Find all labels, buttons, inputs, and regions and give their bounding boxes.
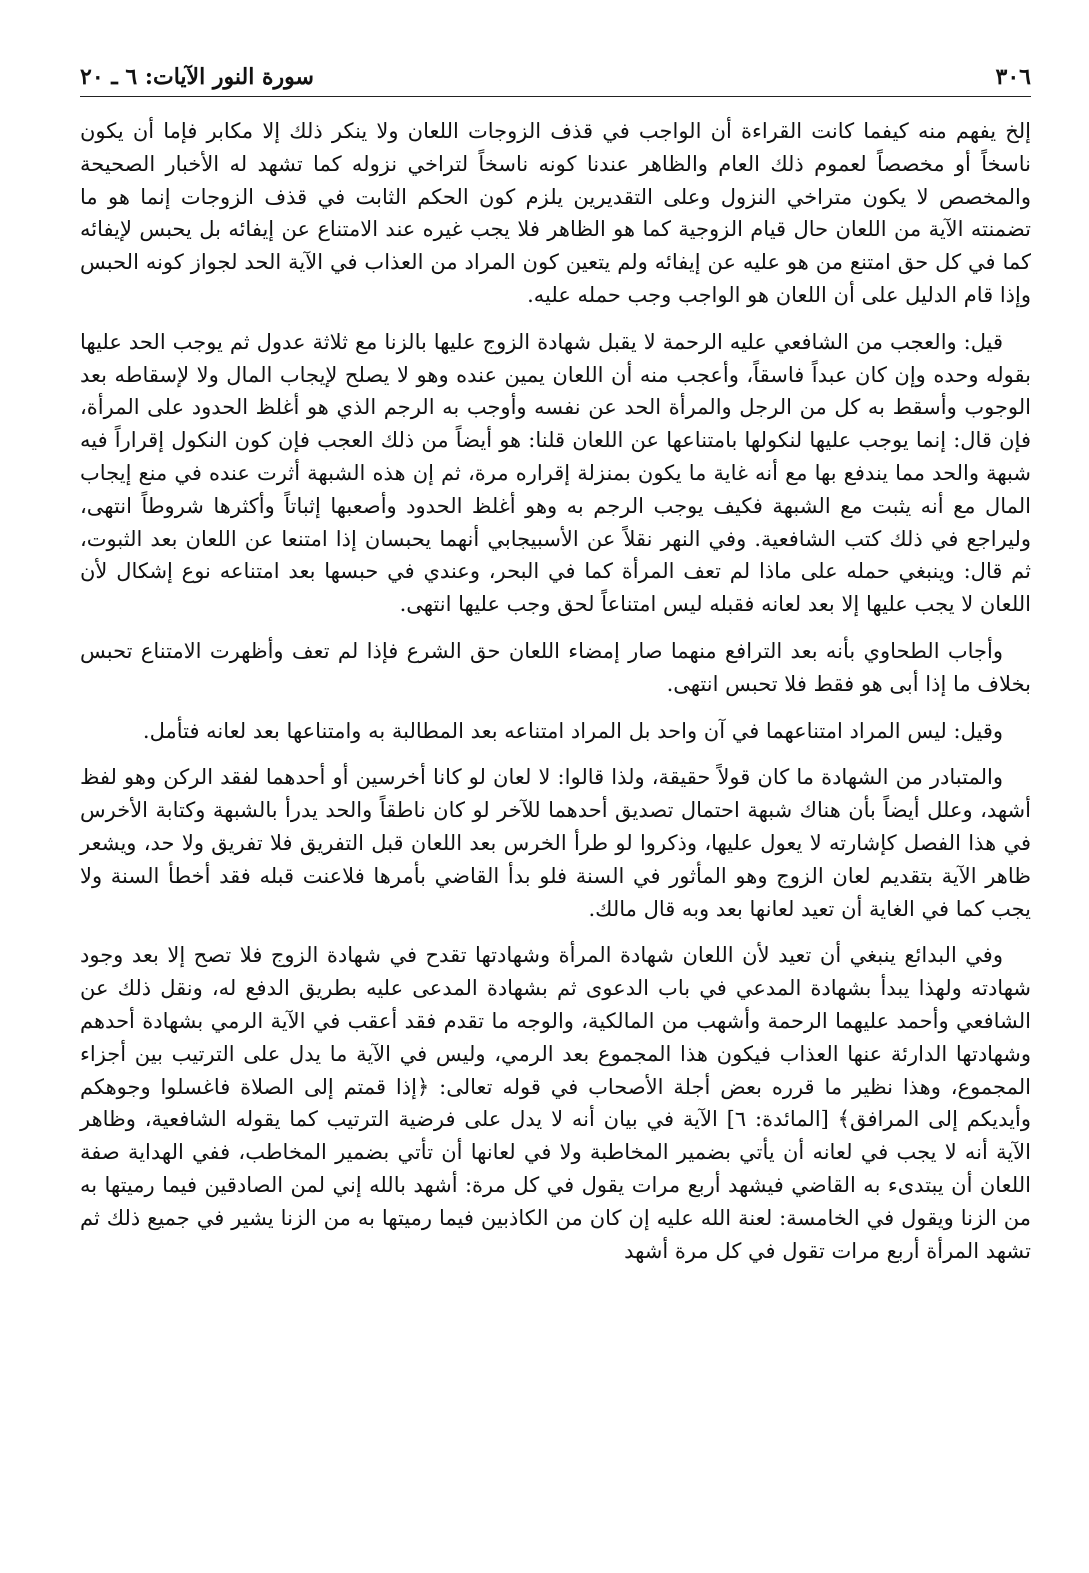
paragraph: وقيل: ليس المراد امتناعهما في آن واحد بل المراد امتناعه بعد المطالبة به وامتناعها بعد لعانه فتأمل. [142,718,1003,743]
paragraph: وأجاب الطحاوي بأنه بعد الترافع منهما صار إمضاء اللعان حق الشرع فإذا لم تعف وأظهرت الامتناع تحبس بخلاف ما إذا أبى هو فقط فلا تحبس انتهى. [80,638,1031,696]
paragraph: والمتبادر من الشهادة ما كان قولاً حقيقة، ولذا قالوا: لا لعان لو كانا أخرسين أو أحدهما لفقد الركن وهو لفظ أشهد، وعلل أيضاً بأن هناك شبهة احتمال تصديق أحدهما للآخر لو كان ناطقاً والحد يدرأ بالشبهة وكتابة الأخرس في هذا الفصل كإشارته لا يعول عليها، وذكروا لو طرأ الخرس بعد اللعان قبل التفريق فلا تفريق ولا حد، ويشعر ظاهر الآية بتقديم لعان الزوج وهو المأثور في السنة فلو بدأ القاضي بأمرها فلاعنت قبله فقد أخطأ السنة ولا يجب كما في الغاية أن تعيد لعانها بعد وبه قال مالك. [80,765,1031,921]
page-number: ٣٠٦ [995,64,1031,90]
running-title: سورة النور الآيات: ٦ ـ ٢٠ [80,64,314,90]
document-page [80,62,1031,1573]
paragraph: وفي البدائع ينبغي أن تعيد لأن اللعان شهادة المرأة وشهادتها تقدح في شهادة الزوج فلا تصح إلا بعد وجود شهادته ولهذا يبدأ بشهادة المدعي في باب الدعوى ثم بشهادة المدعى عليه بطريق الدفع له، ونقل ذلك عن الشافعي وأحمد عليهما الرحمة وأشهب من المالكية، والوجه ما تقدم فقد أعقب في الآية الرمي بشهادة أحدهم وشهادتها الدارئة عنها العذاب فيكون هذا المجموع بعد الرمي، وليس في الآية ما يدل على الترتيب بين أجزاء المجموع، وهذا نظير ما قرره بعض أجلة الأصحاب في قوله تعالى: ﴿إذا قمتم إلى الصلاة فاغسلوا وجوهكم وأيديكم إلى المرافق﴾ [المائدة: ٦] الآية في بيان أنه لا يدل على فرضية الترتيب كما يقوله الشافعية، وظاهر الآية أنه لا يجب في لعانه أن يأتي بضمير المخاطبة ولا في لعانها أن تأتي بضمير المخاطب، ففي الهداية صفة اللعان أن يبتدىء به القاضي فيشهد أربع مرات يقول في كل مرة: أشهد بالله إني لمن الصادقين فيما رميتها به من الزنا ويقول في الخامسة: لعنة الله عليه إن كان من الكاذبين فيما رميتها به من الزنا يشير في جميع ذلك ثم تشهد المرأة أربع مرات تقول في كل مرة أشهد [80,943,1031,1263]
paragraph: إلخ يفهم منه كيفما كانت القراءة أن الواجب في قذف الزوجات اللعان ولا ينكر ذلك إلا مكابر فإما أن يكون ناسخاً أو مخصصاً لعموم ذلك العام والظاهر عندنا كونه ناسخاً لتراخي نزوله كما تشهد له الأخبار الصحيحة والمخصص لا يكون متراخي النزول وعلى التقديرين يلزم كون الحكم الثابت في قذف الزوجات إنما هو ما تضمنته الآية من اللعان حال قيام الزوجية كما هو الظاهر فلا يجب غيره عند الامتناع عن إيفائه بل يحبس لإيفائه كما في كل حق امتنع من هو عليه عن إيفائه ولم يتعين كون المراد من العذاب في الآية الحد لجواز كونه الحبس وإذا قام الدليل على أن اللعان هو الواجب وجب حمله عليه. [80,119,1031,307]
page-header [80,62,1031,97]
page-body [80,115,1031,1267]
paragraph: قيل: والعجب من الشافعي عليه الرحمة لا يقبل شهادة الزوج عليها بالزنا مع ثلاثة عدول ثم يوجب الحد عليها بقوله وحده وإن كان عبداً فاسقاً، وأعجب منه أن اللعان يمين عنده وهو لا يصلح لإيجاب المال ولا لإسقاطه بعد الوجوب وأسقط به كل من الرجل والمرأة الحد عن نفسه وأوجب به الرجم الذي هو أغلظ الحدود على المرأة، فإن قال: إنما يوجب عليها لنكولها بامتناعها عن اللعان قلنا: هو أيضاً من ذلك العجب فإن كون النكول إقراراً فيه شبهة والحد مما يندفع بها مع أنه غاية ما يكون بمنزلة إقراره مرة، ثم إن هذه الشبهة أثرت عنده في منع إيجاب المال مع أنه يثبت مع الشبهة فكيف يوجب الرجم به وهو أغلظ الحدود وأصعبها إثباتاً وأكثرها شروطاً انتهى، وليراجع في ذلك كتب الشافعية. وفي النهر نقلاً عن الأسبيجابي أنهما يحبسان إذا امتنعا عن اللعان بعد الثبوت، ثم قال: وينبغي حمله على ماذا لم تعف المرأة كما في البحر، وعندي في حبسها بعد امتناعه نوع إشكال لأن اللعان لا يجب عليها إلا بعد لعانه فقبله ليس امتناعاً لحق وجب عليها انتهى. [80,329,1031,617]
